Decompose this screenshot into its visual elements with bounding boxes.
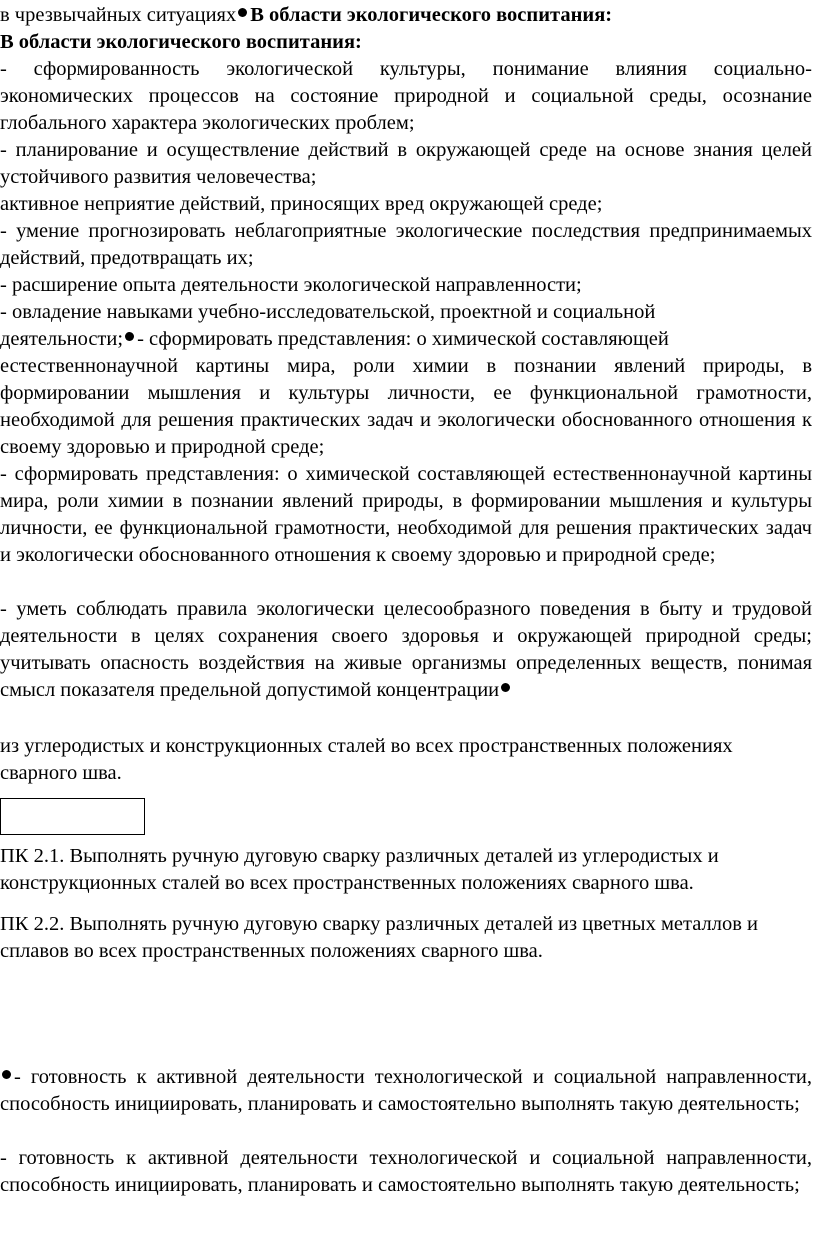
paragraph-steels: из углеродистых и конструкционных сталей во всех пространственных положениях сварного шва. bbox=[0, 735, 733, 784]
paragraph-rejection: активное неприятие действий, приносящих вред окружающей среде; bbox=[0, 193, 603, 215]
safe-behaviour-text: - уметь соблюдать правила экологически целесообразного поведения в быту и трудовой деятельности в целях сохранения своего здоровья и окружающей природной среды; учитывать опасность воздействия на живые организмы определенных веществ, понимая смысл показателя предельной допустимой концентрации bbox=[0, 598, 812, 701]
paragraph-experience: - расширение опыта деятельности экологической направленности; bbox=[0, 274, 582, 296]
paragraph-readiness-repeat: - готовность к активной деятельности технологической и социальной направленности, способность инициировать, планировать и самостоятельно выполнять такую деятельность; bbox=[0, 1147, 812, 1196]
paragraph-safe-behaviour bbox=[0, 596, 812, 704]
competency-pk-2-1: ПК 2.1. Выполнять ручную дуговую сварку различных деталей из углеродистых и конструкционных сталей во всех пространственных положениях сварного шва. bbox=[0, 845, 719, 894]
activity-text: деятельности; bbox=[0, 328, 124, 350]
paragraph-readiness bbox=[0, 1064, 812, 1118]
bullet-icon bbox=[2, 1070, 11, 1079]
readiness-text: - готовность к активной деятельности технологической и социальной направленности, способность инициировать, планировать и самостоятельно выполнять такую деятельность; bbox=[0, 1066, 812, 1115]
empty-frame bbox=[0, 798, 145, 835]
paragraph-research-skills bbox=[0, 299, 812, 353]
intro-line bbox=[0, 2, 812, 29]
chemistry-intro-text: - сформировать представления: о химической составляющей bbox=[137, 328, 669, 350]
paragraph-ecological-culture: - сформированность экологической культуры, понимание влияния социально-экономических процессов на состояние природной и социальной среды, осознание глобального характера экологических проблем; bbox=[0, 58, 812, 134]
intro-text: в чрезвычайных ситуациях bbox=[0, 4, 237, 26]
paragraph-forecasting: - умение прогнозировать неблагоприятные экологические последствия предпринимаемых действий, предотвращать их; bbox=[0, 220, 812, 269]
bullet-icon bbox=[238, 8, 247, 17]
section-heading: В области экологического воспитания: bbox=[0, 31, 362, 53]
paragraph-chemistry-worldview: естественнонаучной картины мира, роли химии в познании явлений природы, в формировании мышления и культуры личности, ее функциональной грамотности, необходимой для решения практических задач и экологически обоснованного отношения к своему здоровью и природной среде; bbox=[0, 355, 812, 458]
paragraph-planning: - планирование и осуществление действий в окружающей среде на основе знания целей устойчивого развития человечества; bbox=[0, 139, 812, 188]
research-skills-text: - овладение навыками учебно-исследовательской, проектной и социальной bbox=[0, 301, 656, 323]
bullet-icon bbox=[501, 683, 510, 692]
intro-heading-bold: В области экологического воспитания: bbox=[250, 4, 613, 26]
competency-pk-2-2: ПК 2.2. Выполнять ручную дуговую сварку различных деталей из цветных металлов и сплавов во всех пространственных положениях сварного шва. bbox=[0, 913, 758, 962]
bullet-icon bbox=[125, 332, 134, 341]
paragraph-chemistry-worldview-repeat: - сформировать представления: о химической составляющей естественнонаучной картины мира, роли химии в познании явлений природы, в формировании мышления и культуры личности, ее функциональной грамотности, необходимой для решения практических задач и экологически обоснованного отношения к своему здоровью и природной среде; bbox=[0, 463, 812, 566]
